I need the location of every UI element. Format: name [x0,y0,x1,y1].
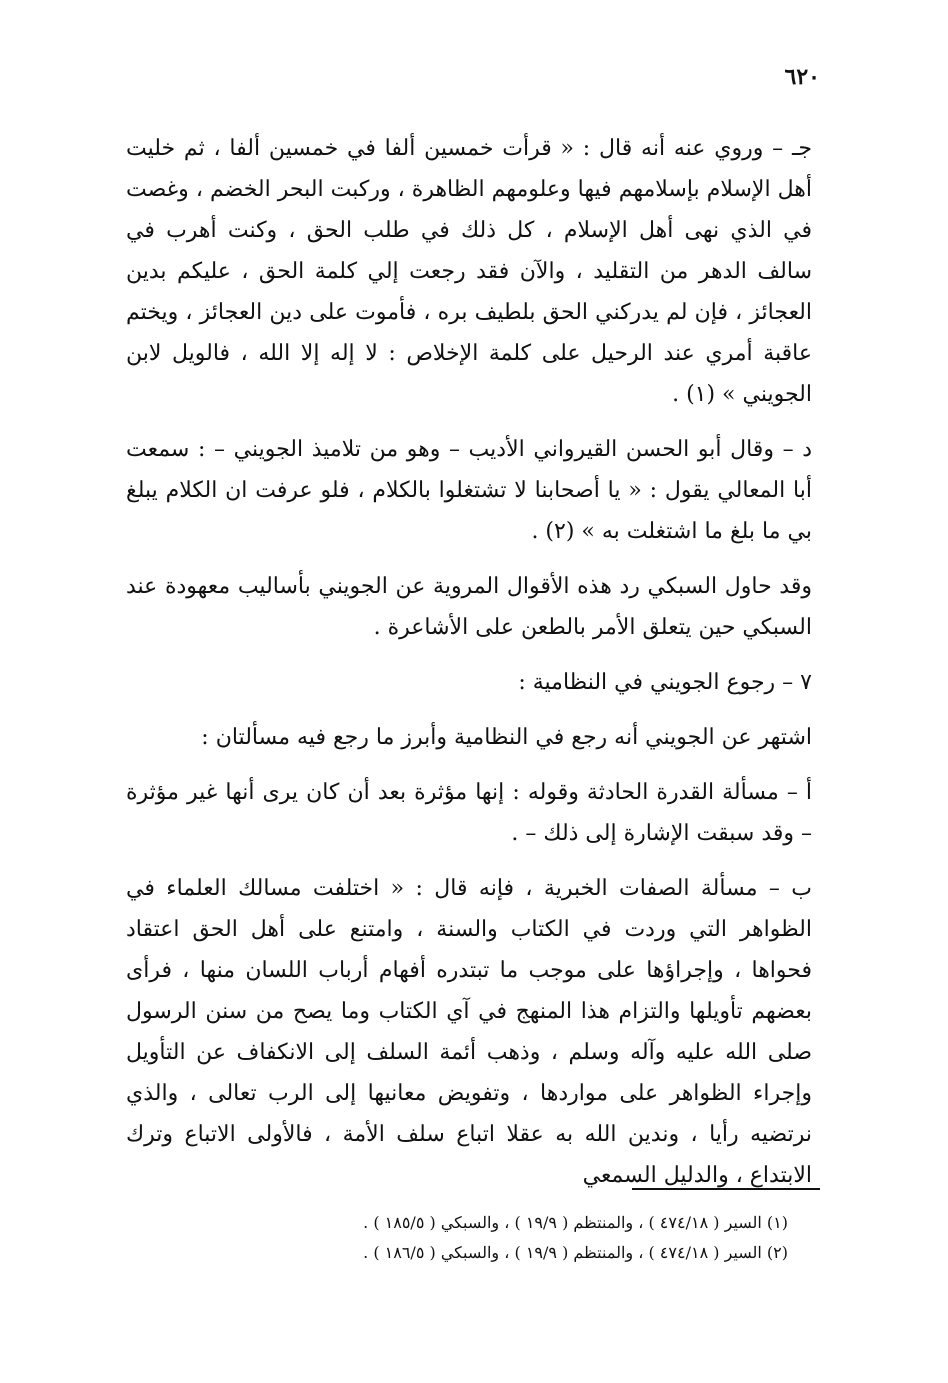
footnote-2: (٢) السير ( ٤٧٤/١٨ ) ، والمنتظم ( ١٩/٩ ) ، والسبكي ( ١٨٦/٥ ) . [363,1243,788,1262]
footnotes [128,1208,788,1268]
paragraph-ba: ب – مسألة الصفات الخبرية ، فإنه قال : « اختلفت مسالك العلماء في الظواهر التي وردت في الكتاب والسنة ، وامتنع على أهل الحق اعتقاد فحواها ، وإجراؤها على موجب ما تبتدره أفهام أرباب اللسان منها ، فرأى بعضهم تأويلها والتزام هذا المنهج في آي الكتاب وما يصح من سنن الرسول صلى الله عليه وآله وسلم ، وذهب أئمة السلف إلى الانكفاف عن التأويل وإجراء الظواهر على مواردها ، وتفويض معانيها إلى الرب تعالى ، والذي نرتضيه رأيا ، وندين الله به عقلا اتباع سلف الأمة ، فالأولى الاتباع وترك الابتداع ، والدليل السمعي [126,876,812,1188]
paragraph-subki: وقد حاول السبكي رد هذه الأقوال المروية عن الجويني بأساليب معهودة عند السبكي حين يتعلق الأمر بالطعن على الأشاعرة . [126,574,812,640]
paragraph-intro: اشتهر عن الجويني أنه رجع في النظامية وأبرز ما رجع فيه مسألتان : [201,725,812,750]
body-text [126,128,820,1210]
page-number: ٦٢٠ [784,64,820,90]
paragraph-alif: أ – مسألة القدرة الحادثة وقوله : إنها مؤثرة بعد أن كان يرى أنها غير مؤثرة – وقد سبقت الإشارة إلى ذلك – . [126,780,812,846]
paragraph-jeem: جـ – وروي عنه أنه قال : « قرأت خمسين ألفا في خمسين ألفا ، ثم خليت أهل الإسلام بإسلامهم فيها وعلومهم الظاهرة ، وركبت البحر الخضم ، وغصت في الذي نهى أهل الإسلام ، كل ذلك في طلب الحق ، وكنت أهرب في سالف الدهر من التقليد ، والآن فقد رجعت إلي كلمة الحق ، عليكم بدين العجائز ، فإن لم يدركني الحق بلطيف بره ، فأموت على دين العجائز ، ويختم عاقبة أمري عند الرحيل على كلمة الإخلاص : لا إله إلا الله ، فالويل لابن الجويني » (١) . [126,136,812,407]
footnote-1: (١) السير ( ٤٧٤/١٨ ) ، والمنتظم ( ١٩/٩ ) ، والسبكي ( ١٨٥/٥ ) . [363,1213,788,1232]
paragraph-dal: د – وقال أبو الحسن القيرواني الأديب – وهو من تلاميذ الجويني – : سمعت أبا المعالي يقول : « يا أصحابنا لا تشتغلوا بالكلام ، فلو عرفت ان الكلام يبلغ بي ما بلغ ما اشتغلت به » (٢) . [126,437,812,544]
section-heading: ٧ – رجوع الجويني في النظامية : [518,670,812,695]
footnote-divider [632,1188,820,1190]
